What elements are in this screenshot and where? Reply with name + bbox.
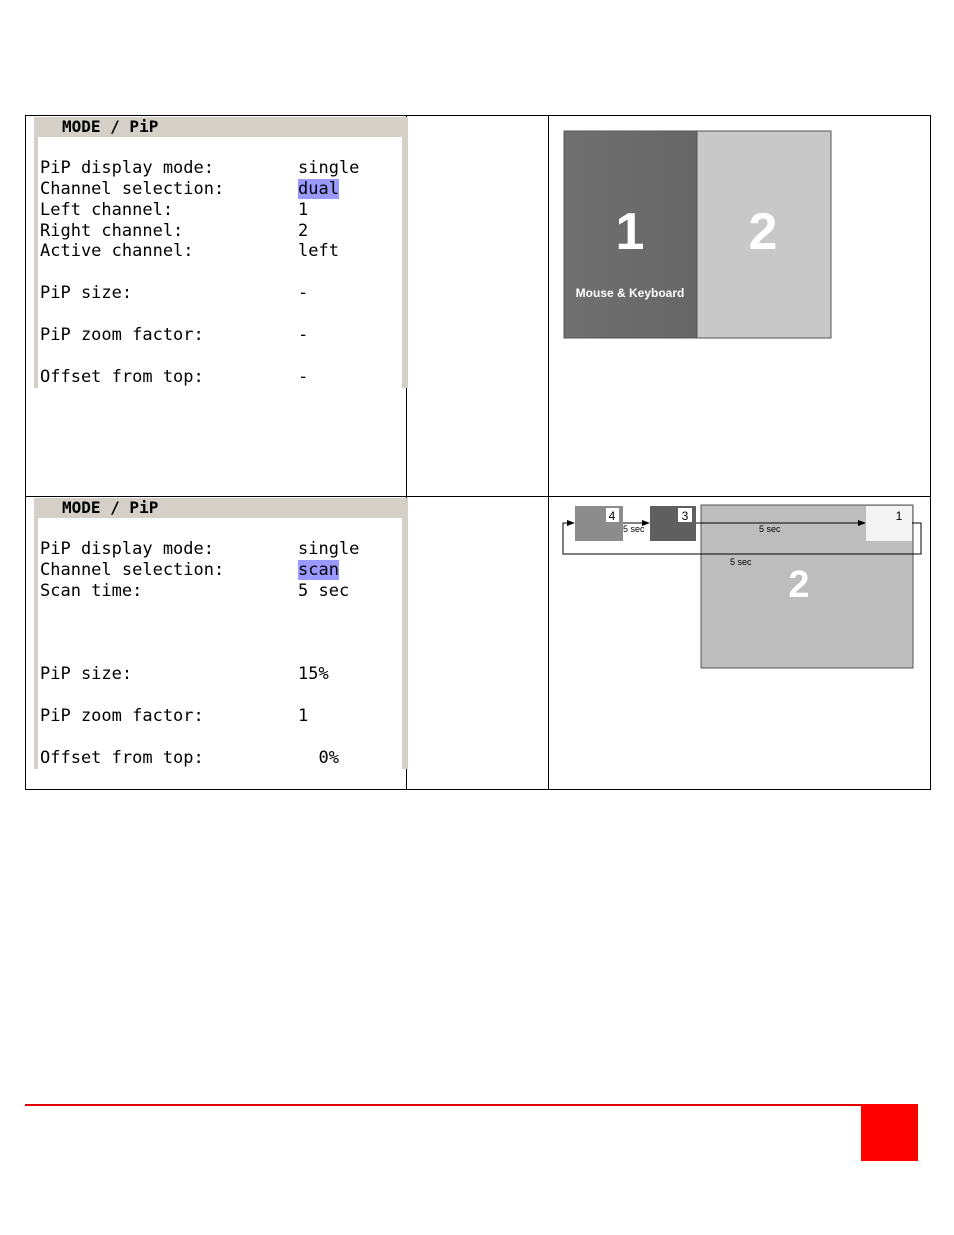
left-channel-caption: Mouse & Keyboard [575,286,685,300]
osd-setting-value: 15% [298,664,329,685]
osd-setting-row[interactable] [40,179,402,200]
channel-1-thumb [866,506,912,541]
scan-interval-label: 5 sec [759,524,781,534]
diagram-cell [549,497,931,790]
empty-cell [407,497,549,790]
table-row [26,497,931,790]
scan-diagram [549,497,930,784]
osd-setting-label: PiP display mode: [40,538,214,559]
osd-body [38,137,402,388]
osd-setting-label: Right channel: [40,220,184,241]
osd-setting-label: PiP display mode: [40,157,214,178]
channel-1-number: 1 [895,509,903,523]
osd-setting-row[interactable] [40,706,402,727]
osd-setting-value: - [298,366,309,387]
osd-setting-row [40,685,402,706]
dual-channel-diagram [549,116,930,491]
scan-interval-label: 5 sec [730,557,752,567]
footer-rule [25,1104,861,1106]
osd-body [38,518,402,769]
osd-setting-value: 1 [298,199,309,220]
diagram-cell [549,116,931,497]
osd-setting-label: Active channel: [40,241,194,262]
osd-setting-row [40,518,402,539]
osd-setting-row [40,137,402,158]
osd-setting-row[interactable] [40,283,402,304]
channel-4-number: 4 [608,509,616,523]
osd-setting-row[interactable] [40,748,402,769]
osd-setting-row [40,304,402,325]
channel-3-number: 3 [681,509,689,523]
osd-setting-value: single [298,157,360,178]
osd-setting-row[interactable] [40,158,402,179]
right-channel-number: 2 [748,203,778,261]
osd-setting-row[interactable] [40,200,402,221]
osd-setting-value: 0% [298,747,339,768]
left-channel-number: 1 [615,203,645,261]
osd-panel [34,117,408,388]
osd-setting-row[interactable] [40,325,402,346]
osd-setting-label: Left channel: [40,199,174,220]
osd-setting-value: scan [298,559,339,580]
osd-setting-label: Channel selection: [40,178,225,199]
pip-mode-table [25,115,931,790]
osd-setting-value: left [298,241,339,262]
osd-setting-value: - [298,283,309,304]
osd-setting-value: 1 [298,706,309,727]
osd-cell [26,497,407,790]
osd-panel [34,498,408,769]
osd-setting-value: 2 [298,220,309,241]
osd-setting-row [40,346,402,367]
osd-setting-label: PiP size: [40,283,133,304]
osd-setting-row[interactable] [40,241,402,262]
osd-cell [26,116,407,497]
osd-setting-label: PiP zoom factor: [40,706,204,727]
empty-cell [407,116,549,497]
osd-setting-row[interactable] [40,664,402,685]
osd-setting-value: dual [298,178,339,199]
osd-setting-value: single [298,538,360,559]
osd-setting-row [40,643,402,664]
osd-setting-row[interactable] [40,221,402,242]
osd-setting-row [40,602,402,623]
osd-setting-value: 5 sec [298,580,350,601]
footer-page-marker [861,1104,918,1161]
osd-setting-value: - [298,325,309,346]
osd-setting-row[interactable] [40,539,402,560]
osd-setting-label: Channel selection: [40,559,225,580]
osd-setting-label: PiP zoom factor: [40,325,204,346]
osd-title: MODE / PiP [62,117,159,136]
osd-setting-row[interactable] [40,560,402,581]
osd-title: MODE / PiP [62,498,159,517]
main-channel-number: 2 [788,564,810,606]
scan-interval-label: 5 sec [623,524,645,534]
osd-setting-label: Offset from top: [40,747,204,768]
osd-setting-row[interactable] [40,581,402,602]
osd-setting-row [40,727,402,748]
osd-setting-row [40,262,402,283]
osd-setting-row[interactable] [40,367,402,388]
table-row [26,116,931,497]
osd-setting-row [40,622,402,643]
osd-setting-label: Scan time: [40,580,143,601]
osd-setting-label: PiP size: [40,664,133,685]
osd-setting-label: Offset from top: [40,366,204,387]
